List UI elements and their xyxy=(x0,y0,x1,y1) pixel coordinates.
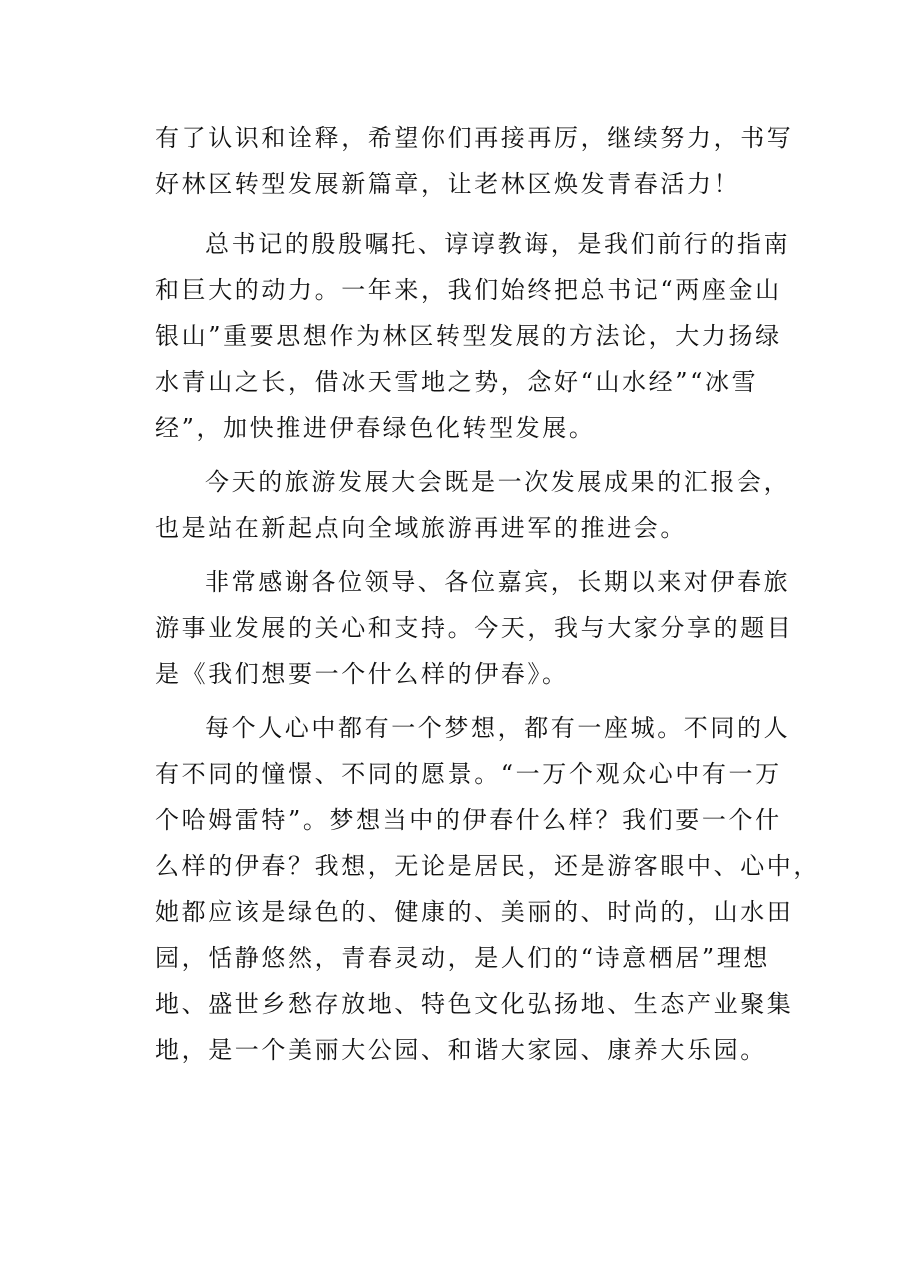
text-line: 有不同的憧憬、不同的愿景。“一万个观众心中有一万 xyxy=(155,760,782,788)
text-line: 个哈姆雷特”。梦想当中的伊春什么样？我们要一个什 xyxy=(155,806,782,834)
text-line: 也是站在新起点向全域旅游再进军的推进会。 xyxy=(155,514,687,542)
text-line: 她都应该是绿色的、健康的、美丽的、时尚的，山水田 xyxy=(155,898,794,926)
text-line: 水青山之长，借冰天雪地之势，念好“山水经”“冰雪 xyxy=(155,368,759,396)
paragraph-start-line: 非常感谢各位领导、各位嘉宾，长期以来对伊春旅 xyxy=(205,568,791,596)
paragraph-start-line: 每个人心中都有一个梦想，都有一座城。不同的人 xyxy=(205,714,791,742)
text-line: 园，恬静悠然，青春灵动，是人们的“诗意栖居”理想 xyxy=(155,944,770,972)
paragraph-start-line: 今天的旅游发展大会既是一次发展成果的汇报会， xyxy=(205,468,791,496)
text-line: 地、盛世乡愁存放地、特色文化弘扬地、生态产业聚集 xyxy=(155,990,794,1018)
text-line: 和巨大的动力。一年来，我们始终把总书记“两座金山 xyxy=(155,276,782,304)
text-line: 么样的伊春？我想，无论是居民，还是游客眼中、心中， xyxy=(155,852,820,880)
text-line: 游事业发展的关心和支持。今天，我与大家分享的题目 xyxy=(155,614,794,642)
text-line: 有了认识和诠释，希望你们再接再厉，继续努力，书写 xyxy=(155,124,794,152)
text-line: 好林区转型发展新篇章，让老林区焕发青春活力！ xyxy=(155,170,741,198)
text-line: 经”，加快推进伊春绿色化转型发展。 xyxy=(155,414,596,442)
text-line: 银山”重要思想作为林区转型发展的方法论，大力扬绿 xyxy=(155,322,782,350)
paragraph-start-line: 总书记的殷殷嘱托、谆谆教诲，是我们前行的指南 xyxy=(205,230,791,258)
text-line: 地，是一个美丽大公园、和谐大家园、康养大乐园。 xyxy=(155,1036,767,1064)
text-line: 是《我们想要一个什么样的伊春》。 xyxy=(155,660,569,688)
